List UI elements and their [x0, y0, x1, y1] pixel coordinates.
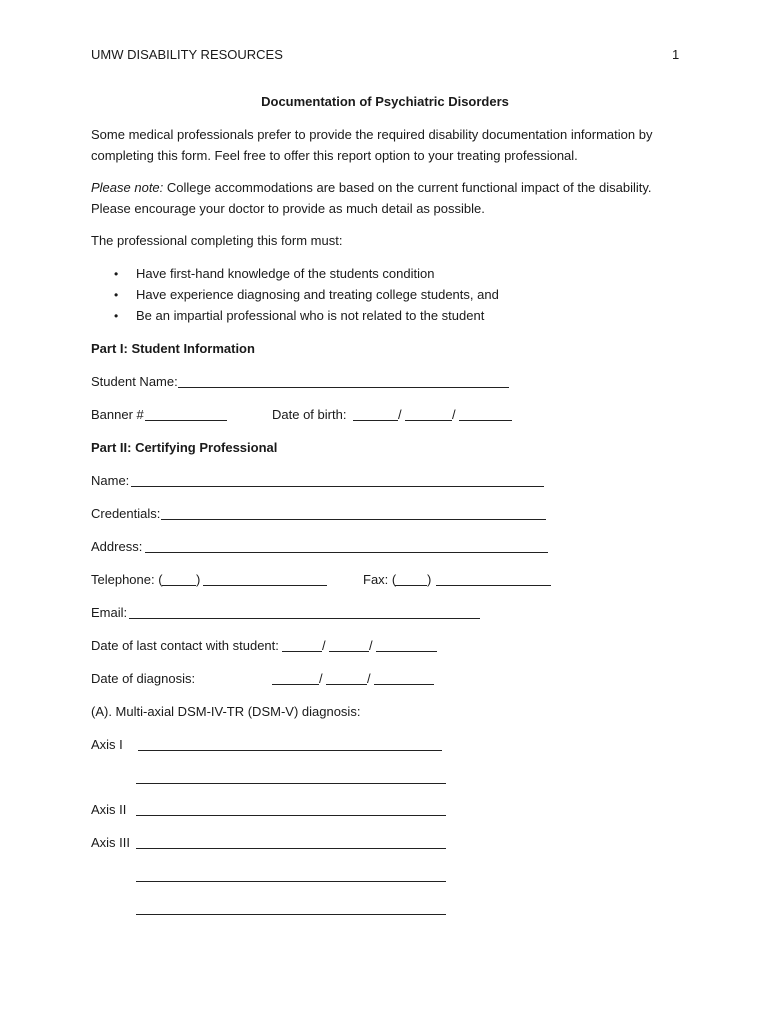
note-label: Please note:	[91, 180, 164, 195]
document-header: UMW DISABILITY RESOURCES	[91, 47, 283, 62]
address-field[interactable]	[145, 552, 548, 553]
last-contact-month-field[interactable]	[282, 651, 322, 652]
note-line-2: Please encourage your doctor to provide as much detail as possible.	[91, 201, 485, 216]
student-name-field[interactable]	[178, 387, 509, 388]
date-separator: /	[319, 671, 323, 686]
student-name-label: Student Name:	[91, 374, 178, 389]
last-contact-year-field[interactable]	[376, 651, 437, 652]
requirement-item: Have experience diagnosing and treating college students, and	[136, 287, 499, 302]
axis-3-field[interactable]	[136, 848, 446, 849]
axis-3-label: Axis III	[91, 835, 131, 850]
intro-line-2: completing this form. Feel free to offer this report option to your treating professional.	[91, 148, 578, 163]
date-separator: /	[452, 407, 456, 422]
axis-2-label: Axis II	[91, 802, 127, 817]
axis-1-field[interactable]	[138, 750, 442, 751]
date-separator: /	[322, 638, 326, 653]
address-label: Address:	[91, 539, 143, 554]
diagnosis-month-field[interactable]	[272, 684, 319, 685]
paren-close: )	[427, 572, 432, 587]
email-label: Email:	[91, 605, 128, 620]
bullet-icon: •	[114, 288, 119, 302]
axis-3-field-continued[interactable]	[136, 881, 446, 882]
date-separator: /	[369, 638, 373, 653]
diagnosis-year-field[interactable]	[374, 684, 434, 685]
diagnosis-day-field[interactable]	[326, 684, 367, 685]
requirement-item: Have first-hand knowledge of the students condition	[136, 266, 435, 281]
document-title: Documentation of Psychiatric Disorders	[261, 94, 509, 109]
part1-heading: Part I: Student Information	[91, 341, 255, 356]
dob-label: Date of birth:	[272, 407, 347, 422]
requirement-item: Be an impartial professional who is not related to the student	[136, 308, 485, 323]
page-number: 1	[672, 47, 680, 62]
paren-close: )	[196, 572, 201, 587]
name-label: Name:	[91, 473, 130, 488]
axis-2-field[interactable]	[136, 815, 446, 816]
banner-label: Banner #	[91, 407, 144, 422]
dob-month-field[interactable]	[353, 420, 398, 421]
date-separator: /	[398, 407, 402, 422]
part2-heading: Part II: Certifying Professional	[91, 440, 278, 455]
note-line-1	[91, 180, 652, 195]
diagnosis-date-label: Date of diagnosis:	[91, 671, 196, 686]
bullet-icon: •	[114, 309, 119, 323]
axis-1-field-continued[interactable]	[136, 783, 446, 784]
fax-area-code-field[interactable]	[395, 585, 427, 586]
bullet-icon: •	[114, 267, 119, 281]
dob-day-field[interactable]	[405, 420, 452, 421]
diagnosis-heading: (A). Multi-axial DSM-IV-TR (DSM-V) diagnosis:	[91, 704, 361, 719]
telephone-label: Telephone: (	[91, 572, 163, 587]
requirements-lead: The professional completing this form must:	[91, 233, 343, 248]
date-separator: /	[367, 671, 371, 686]
fax-label: Fax: (	[363, 572, 397, 587]
dob-year-field[interactable]	[459, 420, 512, 421]
axis-3-field-continued[interactable]	[136, 914, 446, 915]
last-contact-label: Date of last contact with student:	[91, 638, 279, 653]
credentials-field[interactable]	[161, 519, 546, 520]
intro-line-1: Some medical professionals prefer to provide the required disability documentation information by	[91, 127, 653, 142]
axis-1-label: Axis I	[91, 737, 123, 752]
credentials-label: Credentials:	[91, 506, 161, 521]
last-contact-day-field[interactable]	[329, 651, 369, 652]
note-line-1-text: College accommodations are based on the current functional impact of the disability.	[163, 180, 652, 195]
email-field[interactable]	[129, 618, 480, 619]
telephone-number-field[interactable]	[203, 585, 327, 586]
fax-number-field[interactable]	[436, 585, 551, 586]
banner-field[interactable]	[145, 420, 227, 421]
telephone-area-code-field[interactable]	[162, 585, 196, 586]
name-field[interactable]	[131, 486, 544, 487]
